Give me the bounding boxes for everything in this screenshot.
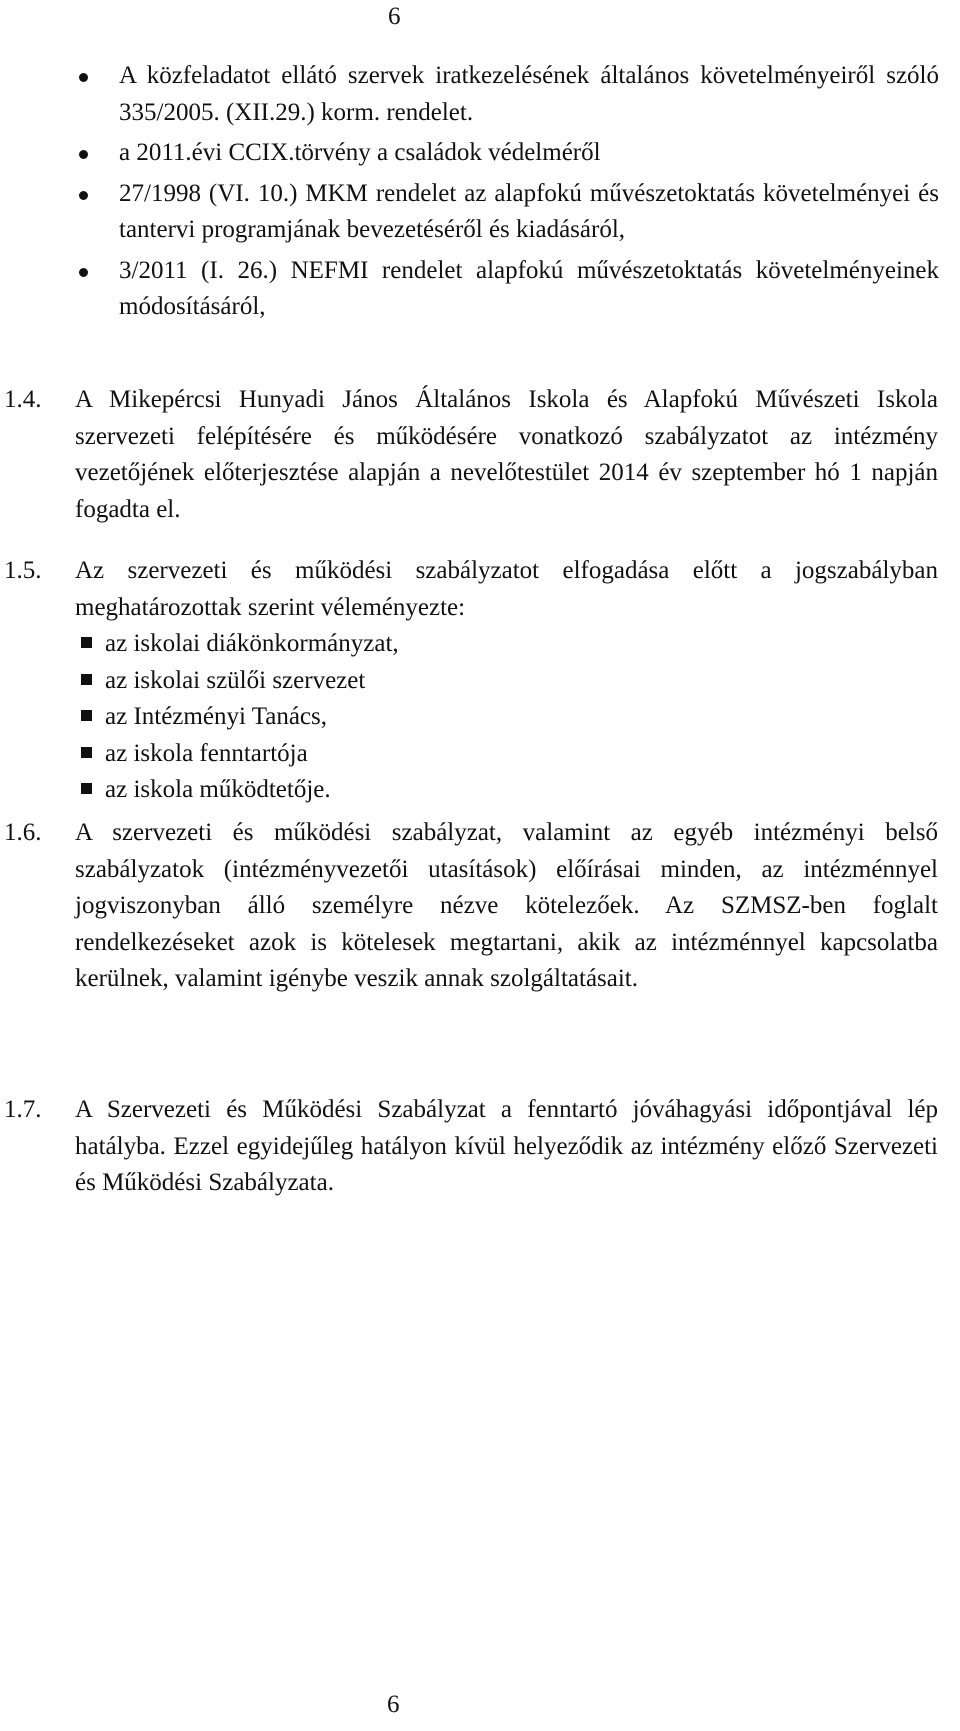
section-number: 1.5. — [4, 557, 42, 584]
square-bullet-icon — [81, 710, 92, 721]
list-item-text: az iskolai szülői szervezet — [105, 666, 366, 694]
section-number: 1.6. — [4, 819, 42, 846]
list-item-text: A közfeladatot ellátó szervek iratkezelésének általános követelményeiről szóló 335/2005. (XII.29.) korm. rendelet. — [119, 62, 939, 126]
list-item-text: az Intézményi Tanács, — [105, 703, 327, 730]
section-text: A Mikepércsi Hunyadi János Általános Iskola és Alapfokú Művészeti Iskola szervezeti felépítésére és működésére vonatkozó szabályzatot az intézmény vezetőjének előterjesztése alapján a nevelőtestület 2014 év szeptember hó 1 napján fogadta el. — [75, 386, 938, 523]
list-item — [75, 699, 938, 736]
list-item-text: 27/1998 (VI. 10.) MKM rendelet az alapfokú művészetoktatás követelményei és tantervi programjának bevezetéséről és kiadásáról, — [119, 179, 939, 243]
list-item — [75, 663, 938, 700]
list-item — [75, 772, 938, 809]
list-item-text: a 2011.évi CCIX.törvény a családok védelméről — [119, 139, 601, 166]
list-item — [79, 58, 939, 131]
section-text: Az szervezeti és működési szabályzatot elfogadása előtt a jogszabályban meghatározottak szerint véleményezte: — [75, 557, 938, 621]
list-item-text: 3/2011 (I. 26.) NEFMI rendelet alapfokú művészetoktatás követelményeinek módosításáról, — [119, 256, 939, 320]
bullet-icon — [79, 191, 88, 200]
list-item-text: az iskolai diákönkormányzat, — [105, 630, 399, 657]
list-item-text: az iskola működtetője. — [105, 776, 331, 803]
section-1-5 — [4, 553, 938, 809]
section-number: 1.4. — [4, 386, 42, 413]
list-item — [79, 176, 939, 249]
bullet-icon — [79, 73, 88, 82]
section-1-6 — [4, 815, 938, 998]
list-item — [79, 135, 939, 172]
section-number: 1.7. — [4, 1096, 42, 1123]
page-number-top: 6 — [388, 3, 401, 30]
reviewer-list — [75, 626, 938, 809]
list-item — [75, 626, 938, 663]
square-bullet-icon — [81, 637, 92, 648]
page-number-bottom: 6 — [387, 1691, 400, 1718]
list-item — [75, 736, 938, 773]
section-text: A Szervezeti és Működési Szabályzat a fenntartó jóváhagyási időpontjával lép hatályba. Ezzel egyidejűleg hatályon kívül helyeződik az intézmény előző Szervezeti és Működési Szabályzata. — [75, 1096, 938, 1196]
square-bullet-icon — [81, 783, 92, 794]
square-bullet-icon — [81, 747, 92, 758]
square-bullet-icon — [81, 674, 92, 685]
bullet-icon — [79, 268, 88, 277]
list-item-text: az iskola fenntartója — [105, 739, 308, 767]
section-1-7 — [4, 1092, 938, 1202]
section-text: A szervezeti és működési szabályzat, valamint az egyéb intézményi belső szabályzatok (intézményvezetői utasítások) előírásai minden, az intézménnyel jogviszonyban álló személyre nézve kötelezőek. Az SZMSZ-ben foglalt rendelkezéseket azok is kötelesek megtartani, akik az intézménnyel kapcsolatba kerülnek, valamint igénybe veszik annak szolgáltatásait. — [75, 819, 938, 992]
section-1-4 — [4, 382, 938, 528]
bullet-icon — [79, 150, 88, 159]
list-item — [79, 253, 939, 326]
legal-reference-list — [79, 58, 939, 326]
